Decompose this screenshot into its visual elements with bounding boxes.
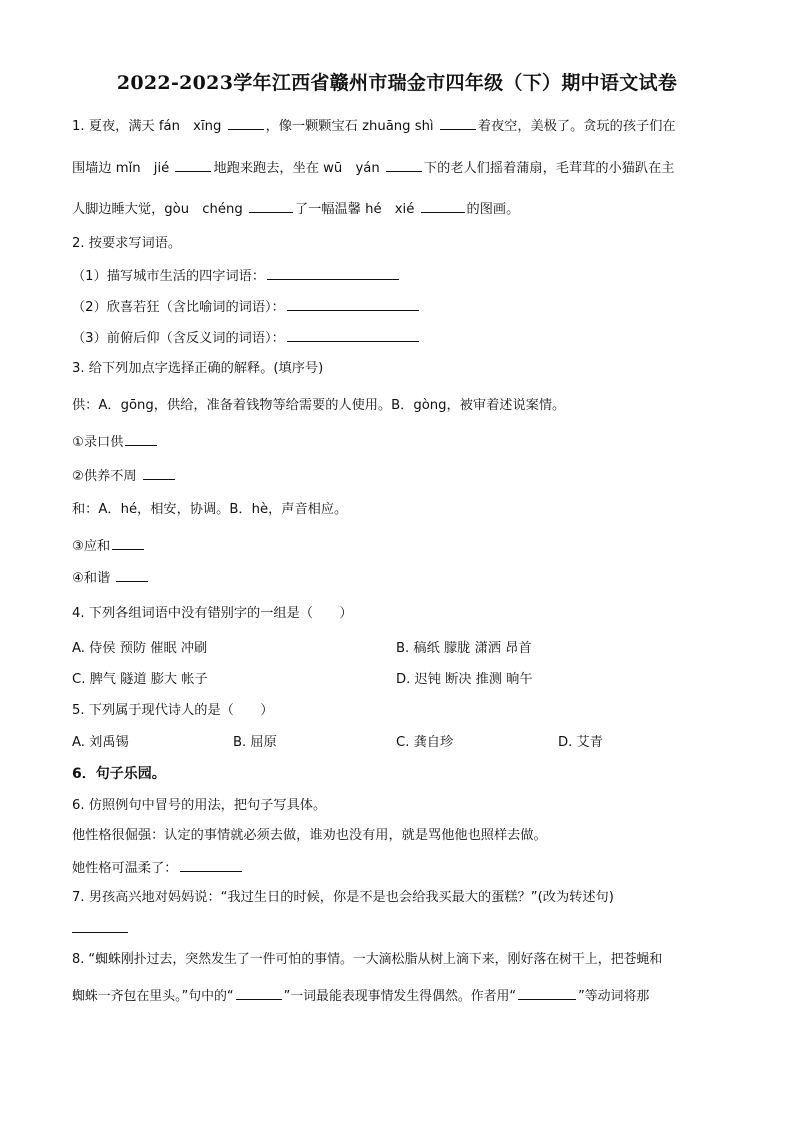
q6-stem: 6. 仿照例句中冒号的用法，把句子写具体。	[72, 798, 327, 813]
q2-item-text: （1）描写城市生活的四字词语：	[72, 269, 266, 284]
q8-text: 蜘蛛一齐包在里头。”句中的“	[72, 989, 234, 1004]
q1-text: 1. 夏夜，满天 fán xīng	[72, 119, 226, 134]
q2-stem: 2. 按要求写词语。	[72, 236, 182, 251]
q6-example: 他性格很倔强：认定的事情就必须去做，谁劝也没有用，就是骂他他也照样去做。	[72, 828, 547, 843]
answer-blank[interactable]	[287, 297, 419, 311]
q8-text: ”一词最能表现事情发生得偶然。作者用“	[283, 989, 517, 1004]
q3-item-text: ②供养不周	[72, 469, 141, 484]
q3-item-text: ①录口供	[72, 435, 124, 450]
q4-option-b[interactable]: B. 稿纸 朦胧 潇洒 昂首	[396, 641, 532, 656]
q3-item-text: ④和谐	[72, 571, 115, 586]
answer-blank[interactable]	[143, 466, 175, 480]
q6-prompt	[72, 858, 244, 878]
answer-blank[interactable]	[386, 158, 422, 172]
q7-answer-line	[72, 919, 130, 939]
q5-option-d[interactable]: D. 艾青	[558, 735, 603, 750]
q3-gong-definition: 供：A．gōng，供给，准备着钱物等给需要的人使用。B．gòng，被审着述说案情。	[72, 398, 566, 413]
q8-text: ”等动词将那	[578, 989, 650, 1004]
q1-line1	[72, 116, 676, 136]
q7-stem: 7. 男孩高兴地对妈妈说：“我过生日的时候，你是不是也会给我买最大的蛋糕？”(改为转述句)	[72, 890, 614, 905]
q5-option-a[interactable]: A. 刘禹锡	[72, 735, 129, 750]
q1-text: 地跑来跑去，坐在 wū yán	[213, 161, 384, 176]
answer-blank[interactable]	[440, 116, 476, 130]
answer-blank[interactable]	[180, 858, 242, 872]
q3-he-definition: 和：A．hé，相安，协调。B．hè，声音相应。	[72, 502, 348, 517]
q3-item-1	[72, 432, 159, 452]
q4-option-d[interactable]: D. 迟钝 断决 推测 晌午	[396, 672, 533, 687]
q3-item-2	[72, 466, 177, 486]
q1-text: 下的老人们摇着蒲扇，毛茸茸的小猫趴在主	[423, 161, 675, 176]
q1-text: 着夜空，美极了。贪玩的孩子们在	[477, 119, 676, 134]
answer-blank[interactable]	[267, 266, 399, 280]
q1-line3	[72, 199, 519, 219]
q2-item-3	[72, 328, 421, 348]
answer-blank[interactable]	[249, 199, 293, 213]
q2-item-1	[72, 266, 401, 286]
q1-text: 了一幅温馨 hé xié	[294, 202, 419, 217]
q2-item-2	[72, 297, 421, 317]
answer-blank[interactable]	[236, 986, 282, 1000]
q5-option-c[interactable]: C. 龚自珍	[396, 735, 454, 750]
q5-stem: 5. 下列属于现代诗人的是（ ）	[72, 703, 274, 718]
answer-blank[interactable]	[116, 568, 148, 582]
q3-stem: 3. 给下列加点字选择正确的解释。(填序号)	[72, 361, 324, 376]
answer-blank[interactable]	[175, 158, 211, 172]
q2-item-text: （2）欣喜若狂（含比喻词的词语）：	[72, 300, 285, 315]
answer-blank[interactable]	[72, 919, 128, 933]
q3-item-text: ③应和	[72, 539, 111, 554]
answer-blank[interactable]	[518, 986, 576, 1000]
q8-line1: 8. “蜘蛛刚扑过去，突然发生了一件可怕的事情。一大滴松脂从树上滴下来，刚好落在树干上，把苍蝇和	[72, 952, 663, 967]
answer-blank[interactable]	[287, 328, 419, 342]
q2-item-text: （3）前俯后仰（含反义词的词语）：	[72, 331, 285, 346]
q6-prompt-text: 她性格可温柔了：	[72, 861, 178, 876]
q3-item-3	[72, 536, 146, 556]
q1-text: 的图画。	[466, 202, 520, 217]
answer-blank[interactable]	[228, 116, 264, 130]
q3-item-4	[72, 568, 150, 588]
q4-option-a[interactable]: A. 侍侯 预防 催眠 冲刷	[72, 641, 208, 656]
answer-blank[interactable]	[421, 199, 465, 213]
q1-text: ，像一颗颗宝石 zhuāng shì	[265, 119, 438, 134]
answer-blank[interactable]	[125, 432, 157, 446]
q4-option-c[interactable]: C. 脾气 隧道 膨大 帐子	[72, 672, 208, 687]
q5-option-b[interactable]: B. 屈原	[233, 735, 277, 750]
q1-text: 人脚边睡大觉，gòu chéng	[72, 202, 247, 217]
exam-title: 2022-2023学年江西省赣州市瑞金市四年级（下）期中语文试卷	[116, 72, 678, 94]
answer-blank[interactable]	[112, 536, 144, 550]
q1-text: 围墙边 mǐn jié	[72, 161, 174, 176]
q1-line2	[72, 158, 674, 178]
q8-line2	[72, 986, 649, 1006]
q4-stem: 4. 下列各组词语中没有错别字的一组是（ ）	[72, 606, 353, 621]
section-heading: 6．句子乐园。	[72, 766, 166, 782]
